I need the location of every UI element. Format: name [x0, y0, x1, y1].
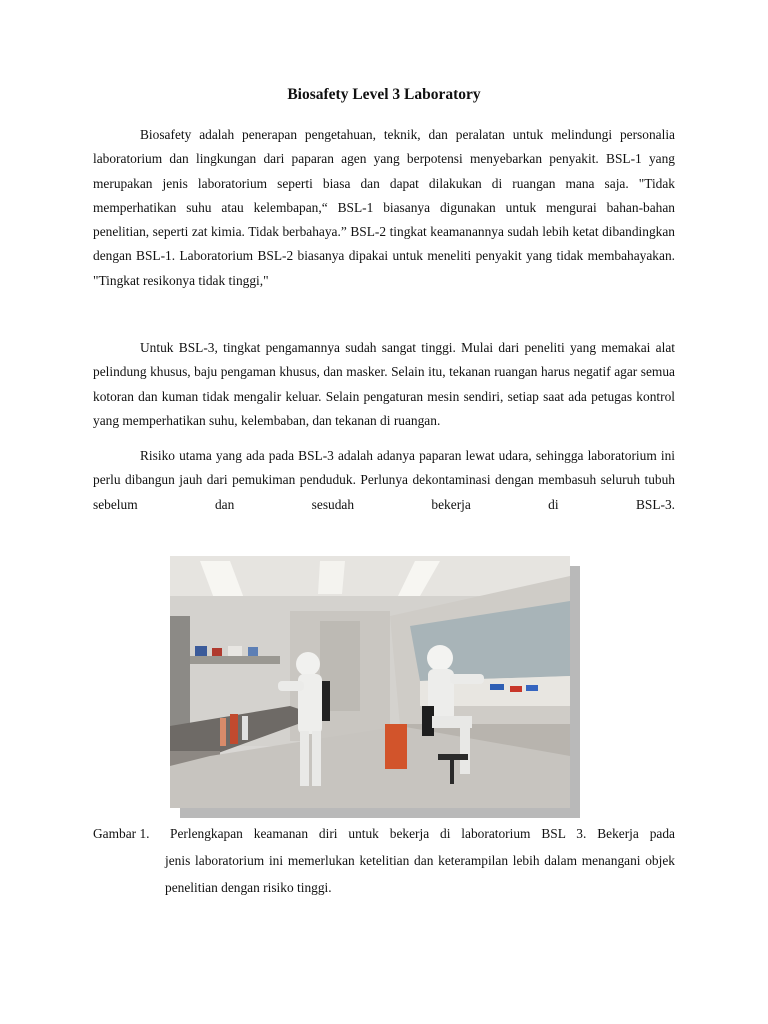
figure-caption-rest: jenis laboratorium ini memerlukan ketelitian dan keterampilan lebih dalam menangani objek penelitian dengan risiko tinggi. — [165, 853, 675, 895]
figure-lab-photo — [170, 556, 572, 812]
paragraph-biosafety-intro: Biosafety adalah penerapan pengetahuan, teknik, dan peralatan untuk melindungi personalia laboratorium dan lingkungan dari paparan agen yang berpotensi menyebarkan penyakit. BSL-1 yang merupakan jenis laboratorium seperti biasa dan dapat dilakukan di ruangan mana saja. "Tidak memperhatikan suhu atau kelembapan,“ BSL-1 biasanya digunakan untuk mengurai bahan-bahan penelitian, seperti zat kimia. Tidak berbahaya.” BSL-2 tingkat keamanannya sudah lebih ketat dibandingkan dengan BSL-1. Laboratorium BSL-2 biasanya dipakai untuk meneliti penyakit yang tidak membahayakan. "Tingkat resikonya tidak tinggi," — [93, 127, 675, 288]
document-title: Biosafety Level 3 Laboratory — [287, 86, 481, 103]
figure-caption-line1: Perlengkapan keamanan diri untuk bekerja di laboratorium BSL 3. Bekerja pada — [170, 826, 675, 841]
paragraph-bsl3-risk: Risiko utama yang ada pada BSL-3 adalah adanya paparan lewat udara, sehingga laboratorium ini perlu dibangun jauh dari pemukiman penduduk. Perlunya dekontaminasi dengan membasuh seluruh tubuh sebelum dan sesudah bekerja di BSL-3. — [93, 448, 675, 512]
paragraph-bsl3: Untuk BSL-3, tingkat pengamannya sudah sangat tinggi. Mulai dari peneliti yang memakai alat pelindung khusus, baju pengaman khusus, dan masker. Selain itu, tekanan ruangan harus negatif agar semua kotoran dan kuman tidak mengalir keluar. Selain pengaturan mesin sendiri, setiap saat ada petugas kontrol yang memperhatikan suhu, kelembaban, dan tekanan di ruangan. — [93, 340, 675, 428]
lab-photo — [170, 556, 570, 808]
lab-photo-illustration — [170, 556, 570, 808]
figure-label: Gambar 1. — [93, 826, 150, 841]
